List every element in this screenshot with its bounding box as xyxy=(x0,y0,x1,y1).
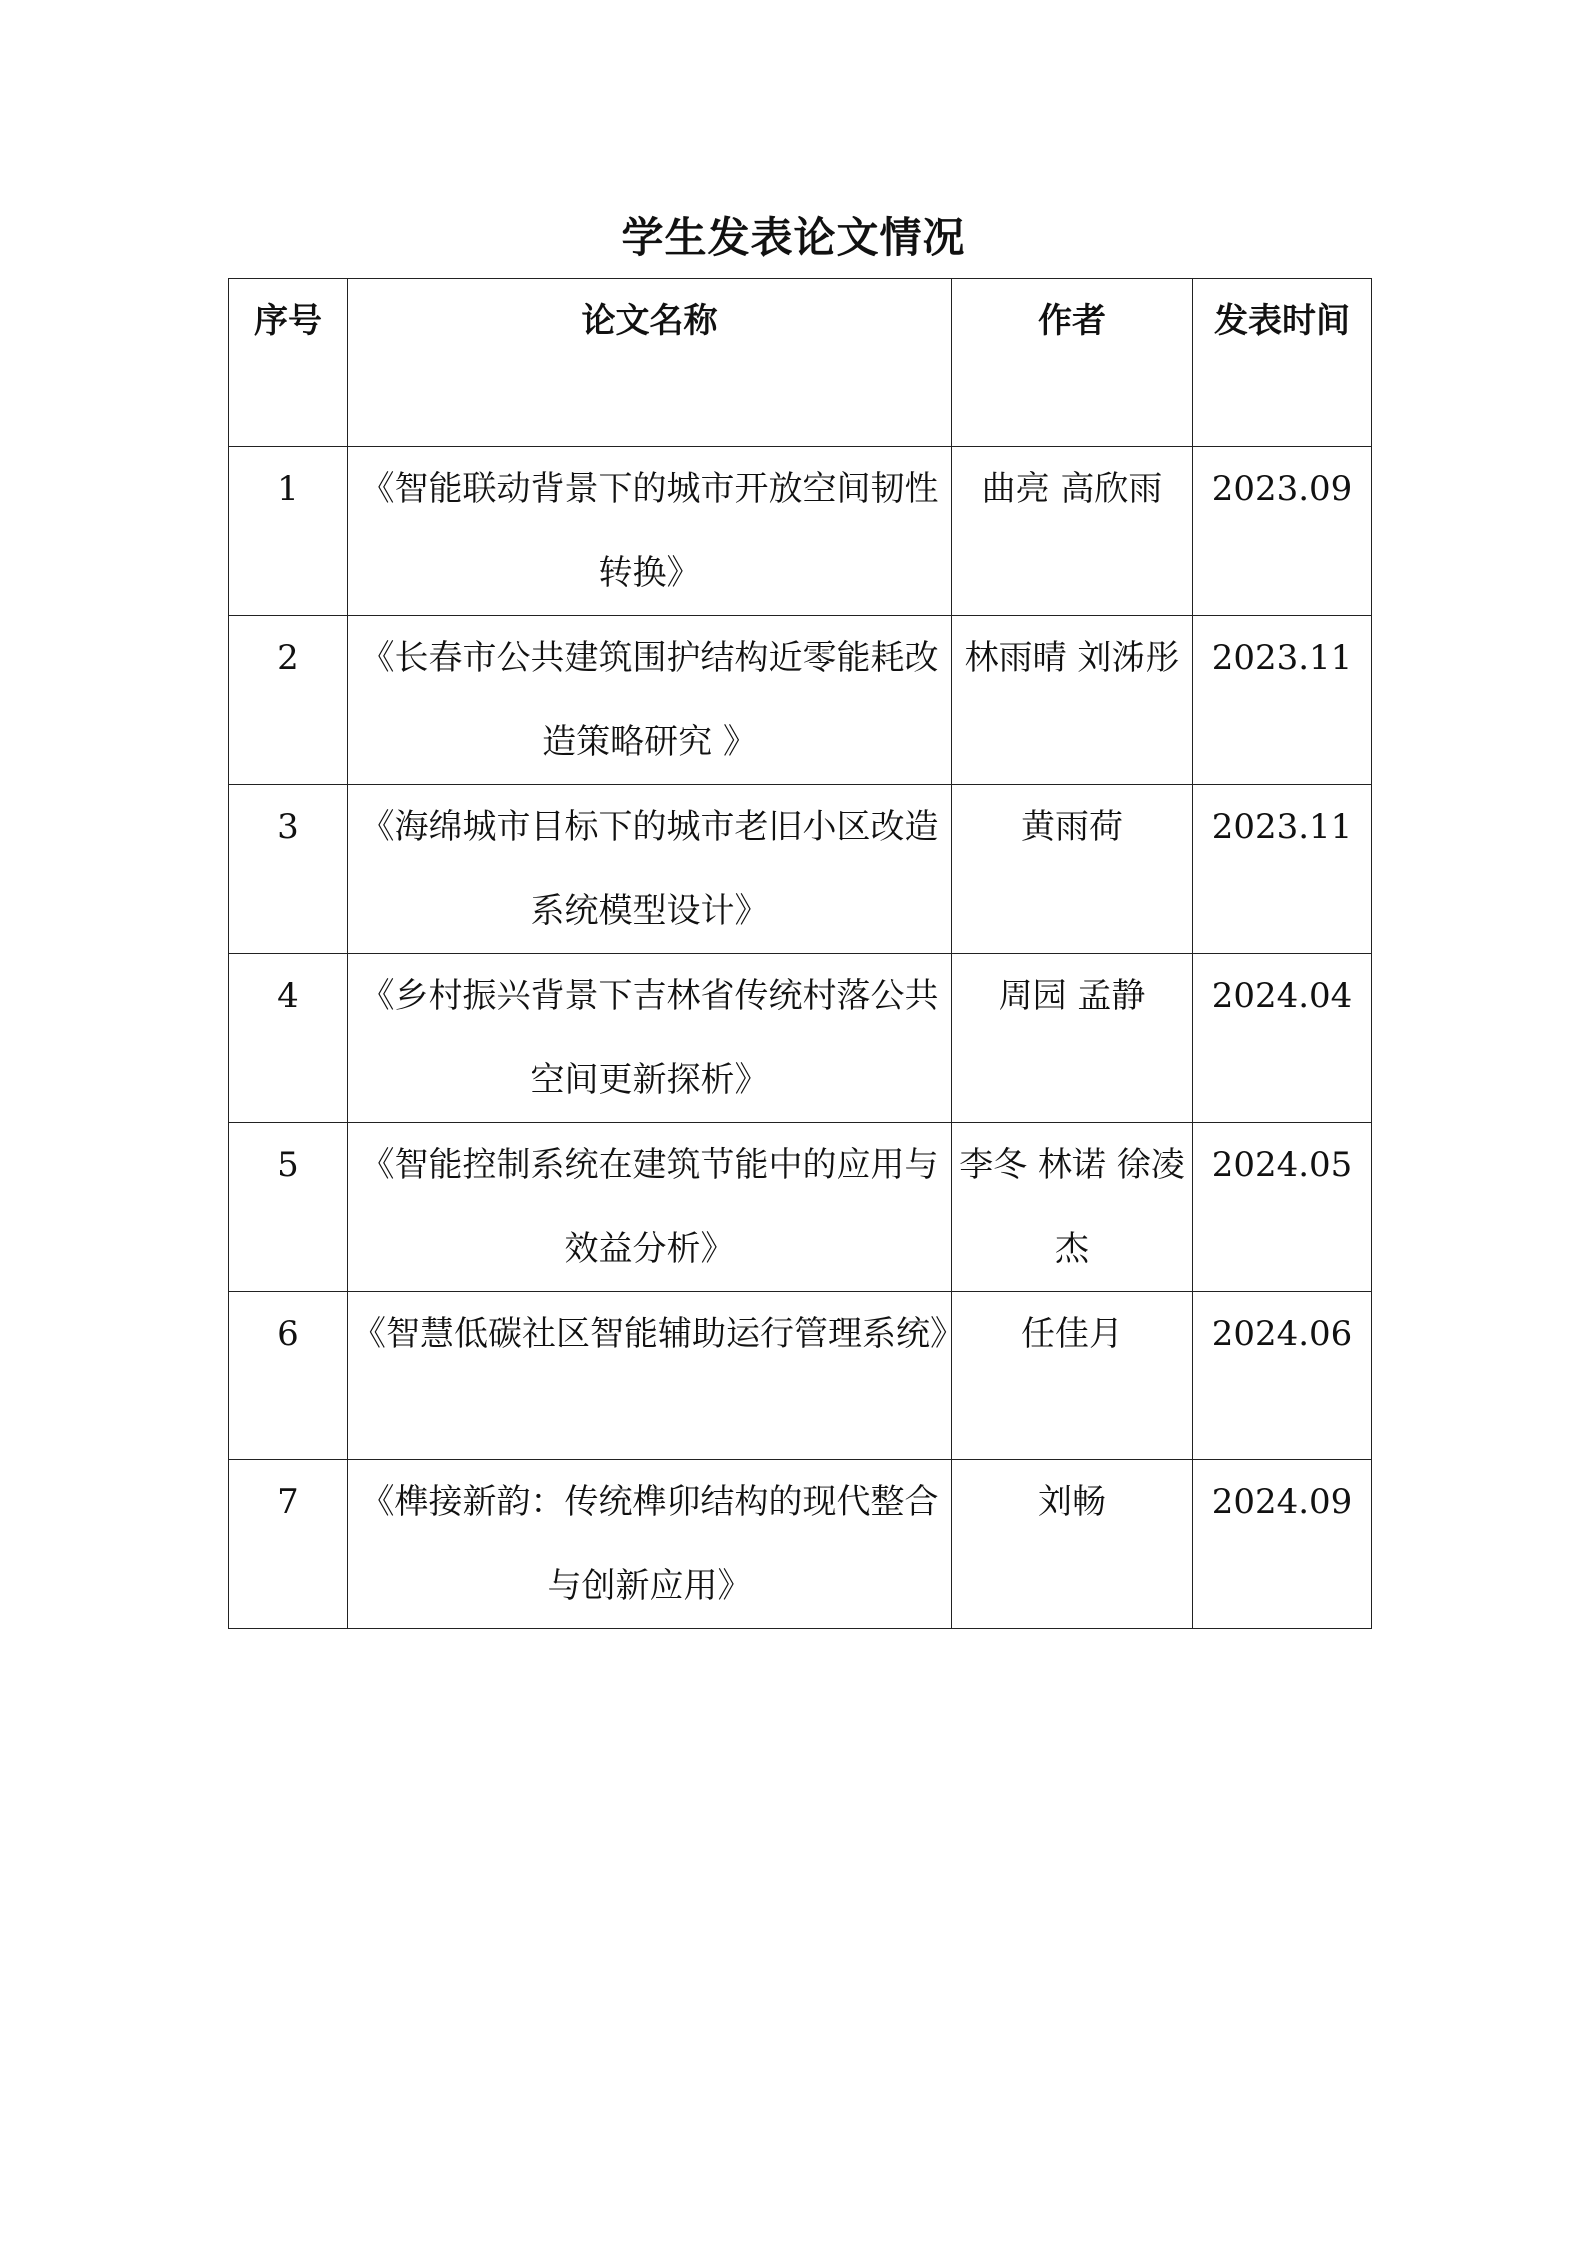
row-authors: 曲亮 高欣雨 xyxy=(952,447,1193,616)
row-authors: 黄雨荷 xyxy=(952,785,1193,954)
row-index: 4 xyxy=(229,954,348,1123)
table-row xyxy=(229,1123,1372,1292)
row-date: 2023.11 xyxy=(1193,785,1372,954)
row-index: 7 xyxy=(229,1460,348,1629)
header-title: 论文名称 xyxy=(348,279,952,447)
row-authors: 周园 孟静 xyxy=(952,954,1193,1123)
table-header-row xyxy=(229,279,1372,447)
row-title: 《智慧低碳社区智能辅助运行管理系统》 xyxy=(348,1292,952,1460)
row-index: 5 xyxy=(229,1123,348,1292)
row-title: 《榫接新韵：传统榫卯结构的现代整合与创新应用》 xyxy=(348,1460,952,1629)
row-title: 《智能联动背景下的城市开放空间韧性转换》 xyxy=(348,447,952,616)
row-title: 《海绵城市目标下的城市老旧小区改造系统模型设计》 xyxy=(348,785,952,954)
row-date: 2024.05 xyxy=(1193,1123,1372,1292)
row-index: 6 xyxy=(229,1292,348,1460)
table-row xyxy=(229,616,1372,785)
row-title: 《智能控制系统在建筑节能中的应用与效益分析》 xyxy=(348,1123,952,1292)
row-index: 1 xyxy=(229,447,348,616)
row-authors: 林雨晴 刘泲彤 xyxy=(952,616,1193,785)
row-authors: 李冬 林诺 徐凌杰 xyxy=(952,1123,1193,1292)
table-row xyxy=(229,1460,1372,1629)
header-authors: 作者 xyxy=(952,279,1193,447)
row-title: 《长春市公共建筑围护结构近零能耗改造策略研究 》 xyxy=(348,616,952,785)
row-index: 3 xyxy=(229,785,348,954)
row-authors: 刘畅 xyxy=(952,1460,1193,1629)
table-row xyxy=(229,447,1372,616)
row-date: 2024.06 xyxy=(1193,1292,1372,1460)
header-date: 发表时间 xyxy=(1193,279,1372,447)
table-row xyxy=(229,954,1372,1123)
row-date: 2023.11 xyxy=(1193,616,1372,785)
page-title: 学生发表论文情况 xyxy=(621,213,966,262)
row-date: 2024.09 xyxy=(1193,1460,1372,1629)
row-index: 2 xyxy=(229,616,348,785)
table-row xyxy=(229,785,1372,954)
row-date: 2023.09 xyxy=(1193,447,1372,616)
row-authors: 任佳月 xyxy=(952,1292,1193,1460)
table-row xyxy=(229,1292,1372,1460)
papers-table xyxy=(228,278,1372,1629)
row-date: 2024.04 xyxy=(1193,954,1372,1123)
header-index: 序号 xyxy=(229,279,348,447)
row-title: 《乡村振兴背景下吉林省传统村落公共空间更新探析》 xyxy=(348,954,952,1123)
